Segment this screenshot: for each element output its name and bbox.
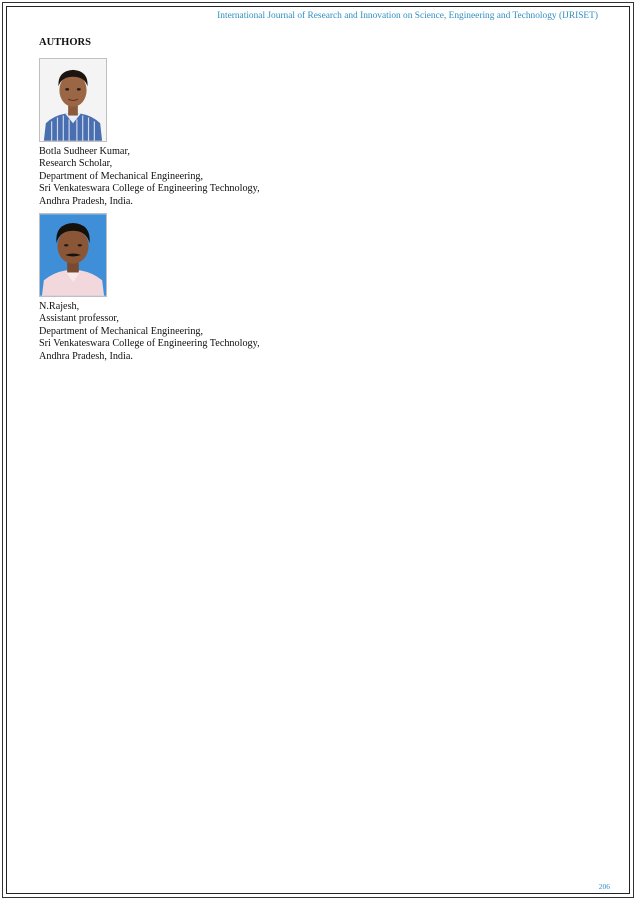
author-name: N.Rajesh,: [39, 301, 80, 312]
author-department: Department of Mechanical Engineering,: [39, 170, 204, 182]
author-photo-2: [39, 213, 107, 297]
author-details-2: [39, 301, 260, 363]
author-photo-1: [39, 58, 107, 142]
author-department: Department of Mechanical Engineering,: [39, 325, 204, 337]
authors-heading: AUTHORS: [39, 37, 91, 48]
author-role: Research Scholar,: [39, 158, 113, 170]
author-location: Andhra Pradesh, India.: [39, 195, 133, 207]
author-role: Assistant professor,: [39, 313, 119, 325]
author-college: Sri Venkateswara College of Engineering Technology,: [39, 338, 260, 350]
author-details-1: [39, 146, 260, 208]
author-block-1: [39, 58, 260, 208]
author-block-2: [39, 213, 260, 363]
author-location: Andhra Pradesh, India.: [39, 350, 133, 362]
author-college: Sri Venkateswara College of Engineering Technology,: [39, 183, 260, 195]
author-name: Botla Sudheer Kumar,: [39, 146, 130, 157]
page-number: 206: [598, 882, 610, 891]
journal-header: International Journal of Research and Innovation on Science, Engineering and Technology (IJRISET): [217, 11, 598, 21]
